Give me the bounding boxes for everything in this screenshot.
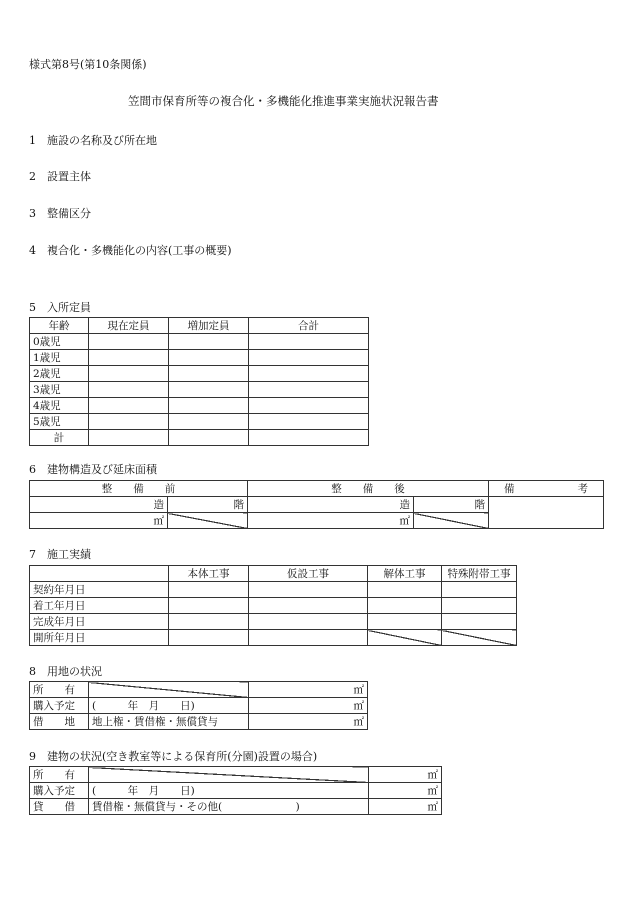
row-label: 契約年月日 <box>30 582 169 598</box>
table-cell[interactable] <box>249 614 368 630</box>
row-label: 開所年月日 <box>30 630 169 646</box>
before-floors-cell[interactable]: 階 <box>168 497 248 513</box>
diagonal-cell <box>89 767 369 783</box>
table-cell[interactable] <box>169 334 249 350</box>
land-leased-label: 借 地 <box>30 714 89 730</box>
header-current: 現在定員 <box>89 318 169 334</box>
table-cell[interactable] <box>249 630 368 646</box>
building-planned-label: 購入予定 <box>30 783 89 799</box>
table-cell[interactable] <box>169 366 249 382</box>
table-cell[interactable] <box>249 582 368 598</box>
land-owned-area[interactable]: ㎡ <box>249 682 368 698</box>
form-number: 様式第8号(第10条関係) <box>29 58 147 71</box>
section-4-heading: 4 複合化・多機能化の内容(工事の概要) <box>29 244 232 257</box>
after-area-cell[interactable]: ㎡ <box>248 513 414 529</box>
section-5-heading: 5 入所定員 <box>29 301 91 314</box>
building-planned-date[interactable]: ( 年 月 日) <box>89 783 369 799</box>
after-structure-cell[interactable]: 造 <box>248 497 414 513</box>
after-floors-cell[interactable]: 階 <box>414 497 489 513</box>
table-cell[interactable] <box>442 598 517 614</box>
header-age: 年齢 <box>30 318 89 334</box>
table-cell[interactable] <box>169 382 249 398</box>
section-1-heading: 1 施設の名称及び所在地 <box>29 134 157 147</box>
building-table <box>29 766 442 815</box>
building-planned-area[interactable]: ㎡ <box>369 783 442 799</box>
diagonal-cell <box>368 630 442 646</box>
header-before: 整 備 前 <box>30 481 248 497</box>
before-structure-cell[interactable]: 造 <box>30 497 168 513</box>
table-cell[interactable] <box>89 398 169 414</box>
table-cell[interactable] <box>368 598 442 614</box>
section-6-heading: 6 建物構造及び延床面積 <box>29 463 157 476</box>
header-after: 整 備 後 <box>248 481 489 497</box>
building-owned-area[interactable]: ㎡ <box>369 767 442 783</box>
table-row <box>30 614 517 630</box>
table-cell[interactable] <box>249 414 369 430</box>
table-cell[interactable] <box>368 614 442 630</box>
table-cell[interactable] <box>442 582 517 598</box>
construction-table <box>29 565 517 646</box>
table-row <box>30 430 369 446</box>
section-2-heading: 2 設置主体 <box>29 170 91 183</box>
row-label: 4歳児 <box>30 398 89 414</box>
structure-table <box>29 480 604 529</box>
table-cell[interactable] <box>89 350 169 366</box>
row-label: 5歳児 <box>30 414 89 430</box>
land-owned-label: 所 有 <box>30 682 89 698</box>
table-cell[interactable] <box>169 414 249 430</box>
building-leased-area[interactable]: ㎡ <box>369 799 442 815</box>
header-remarks: 備 考 <box>489 481 604 497</box>
table-row <box>30 630 517 646</box>
row-label: 着工年月日 <box>30 598 169 614</box>
table-cell[interactable] <box>169 630 249 646</box>
header-special-work: 特殊附帯工事 <box>442 566 517 582</box>
land-leased-area[interactable]: ㎡ <box>249 714 368 730</box>
table-cell[interactable] <box>89 382 169 398</box>
row-label: 3歳児 <box>30 382 89 398</box>
land-table <box>29 681 368 730</box>
land-planned-area[interactable]: ㎡ <box>249 698 368 714</box>
table-row <box>30 366 369 382</box>
header-demolition-work: 解体工事 <box>368 566 442 582</box>
table-cell[interactable] <box>249 334 369 350</box>
table-cell[interactable] <box>169 598 249 614</box>
table-row <box>30 598 517 614</box>
table-cell[interactable] <box>89 366 169 382</box>
table-row <box>30 334 369 350</box>
table-row <box>30 350 369 366</box>
section-3-heading: 3 整備区分 <box>29 207 91 220</box>
table-cell[interactable] <box>249 382 369 398</box>
diagonal-cell <box>168 513 248 529</box>
before-area-cell[interactable]: ㎡ <box>30 513 168 529</box>
section-8-heading: 8 用地の状況 <box>29 665 102 678</box>
table-cell[interactable] <box>249 398 369 414</box>
row-label: 2歳児 <box>30 366 89 382</box>
remarks-cell[interactable] <box>489 497 604 529</box>
table-row <box>30 582 517 598</box>
building-leased-label: 貸 借 <box>30 799 89 815</box>
table-cell[interactable] <box>169 350 249 366</box>
table-cell[interactable] <box>89 430 169 446</box>
table-cell[interactable] <box>169 430 249 446</box>
section-7-heading: 7 施工実績 <box>29 548 91 561</box>
land-lease-types[interactable]: 地上権・賃借権・無償貸与 <box>89 714 249 730</box>
table-cell[interactable] <box>249 350 369 366</box>
table-cell[interactable] <box>169 614 249 630</box>
header-total: 合計 <box>249 318 369 334</box>
table-cell[interactable] <box>169 582 249 598</box>
row-label: 0歳児 <box>30 334 89 350</box>
table-cell[interactable] <box>249 430 369 446</box>
diagonal-cell <box>442 630 517 646</box>
land-planned-label: 購入予定 <box>30 698 89 714</box>
page-title: 笠間市保育所等の複合化・多機能化推進事業実施状況報告書 <box>128 94 439 108</box>
capacity-table <box>29 317 369 446</box>
table-row <box>30 414 369 430</box>
building-lease-types[interactable]: 賃借権・無償貸与・その他( ) <box>89 799 369 815</box>
header-temporary-work: 仮設工事 <box>249 566 368 582</box>
table-cell[interactable] <box>89 334 169 350</box>
diagonal-cell <box>414 513 489 529</box>
header-empty <box>30 566 169 582</box>
header-main-work: 本体工事 <box>169 566 249 582</box>
row-label: 完成年月日 <box>30 614 169 630</box>
table-row <box>30 382 369 398</box>
table-cell[interactable] <box>169 398 249 414</box>
table-cell[interactable] <box>249 366 369 382</box>
row-label-total: 計 <box>30 430 89 446</box>
table-cell[interactable] <box>249 598 368 614</box>
table-cell[interactable] <box>442 614 517 630</box>
diagonal-cell <box>89 682 249 698</box>
row-label: 1歳児 <box>30 350 89 366</box>
table-header-row <box>30 318 369 334</box>
table-cell[interactable] <box>89 414 169 430</box>
building-owned-label: 所 有 <box>30 767 89 783</box>
section-9-heading: 9 建物の状況(空き教室等による保育所(分園)設置の場合) <box>29 750 318 763</box>
header-increase: 増加定員 <box>169 318 249 334</box>
table-row <box>30 398 369 414</box>
table-cell[interactable] <box>368 582 442 598</box>
land-planned-date[interactable]: ( 年 月 日) <box>89 698 249 714</box>
